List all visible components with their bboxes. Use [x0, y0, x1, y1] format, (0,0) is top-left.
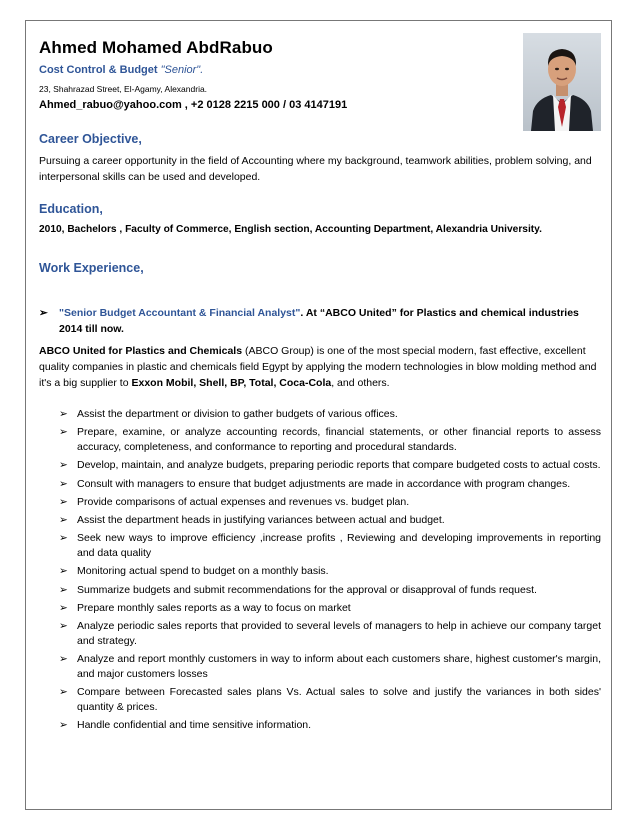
- list-item: ➢ Compare between Forecasted sales plans Vs. Actual sales to solve and justify the variances in both sides' quantity & prices.: [59, 686, 601, 714]
- job-title-line: [39, 64, 203, 76]
- contact-info: Ahmed_rabuo@yahoo.com , +2 0128 2215 000 / 03 4147191: [39, 99, 348, 111]
- bullet-arrow-icon: ➢: [59, 565, 68, 578]
- objective-heading: Career Objective,: [39, 132, 142, 146]
- bullet-arrow-icon: ➢: [59, 495, 68, 508]
- list-item: ➢ Seek new ways to improve efficiency ,increase profits , Reviewing and developing improvements in reporting and data quality: [59, 532, 601, 560]
- bullet-arrow-icon: ➢: [59, 426, 68, 439]
- job-title: Cost Control & Budget: [39, 64, 158, 76]
- seniority-label: "Senior".: [160, 64, 204, 76]
- list-item: ➢ Provide comparisons of actual expenses and revenues vs. budget plan.: [59, 495, 410, 508]
- list-item: ➢ Summarize budgets and submit recommendations for the approval or disapproval of funds request.: [59, 583, 537, 596]
- address: 23, Shahrazad Street, El-Agamy, Alexandria.: [39, 84, 208, 94]
- list-item: ➢ Monitoring actual spend to budget on a monthly basis.: [59, 565, 329, 578]
- duties-list: [59, 407, 601, 737]
- company-description: ABCO United for Plastics and Chemicals (ABCO Group) is one of the most special modern, fast effective, excellent quality companies in plastic and chemicals field Egypt by applying the modern technologies in blow molding method and it's a big supplier to Exxon Mobil, Shell, BP, Total, Coca-Cola, and others.: [39, 345, 597, 389]
- bullet-arrow-icon: ➢: [59, 601, 68, 614]
- company-name: ABCO United for Plastics and Chemicals: [39, 345, 243, 357]
- list-item: ➢ Develop, maintain, and analyze budgets, preparing periodic reports that compare budgeted costs to actual costs.: [59, 459, 601, 472]
- profile-photo: [523, 33, 601, 131]
- list-item: ➢ Prepare, examine, or analyze accounting records, financial statements, or other financial reports to assess accuracy, completeness, and conformance to reporting and procedural standards.: [59, 426, 601, 454]
- bullet-arrow-icon: ➢: [59, 477, 68, 490]
- candidate-name: Ahmed Mohamed AbdRabuo: [39, 38, 273, 57]
- list-item: ➢ Handle confidential and time sensitive information.: [59, 719, 312, 732]
- bullet-arrow-icon: ➢: [59, 653, 68, 666]
- bullet-arrow-icon: ➢: [59, 532, 68, 545]
- list-item: ➢ Assist the department or division to gather budgets of various offices.: [59, 408, 398, 420]
- bullet-arrow-icon: ➢: [39, 307, 48, 319]
- education-text: 2010, Bachelors , Faculty of Commerce, English section, Accounting Department, Alexandria University.: [39, 224, 542, 235]
- education-heading: Education,: [39, 202, 103, 216]
- bullet-arrow-icon: ➢: [59, 619, 68, 632]
- bullet-arrow-icon: ➢: [59, 408, 68, 420]
- bullet-arrow-icon: ➢: [59, 686, 68, 699]
- resume-page: [25, 20, 612, 810]
- list-item: ➢ Assist the department heads in justifying variances between actual and budget.: [59, 513, 445, 526]
- objective-text: Pursuing a career opportunity in the field of Accounting where my background, teamwork abilities, problem solving, and interpersonal skills can be used and developed.: [39, 155, 592, 183]
- job-entry-details: . At “ABCO United” for Plastics and chemical industries 2014 till now.: [59, 307, 579, 335]
- job-entry: [39, 305, 594, 337]
- bullet-arrow-icon: ➢: [59, 719, 68, 732]
- list-item: ➢ Prepare monthly sales reports as a way to focus on market: [59, 601, 351, 614]
- bullet-arrow-icon: ➢: [59, 583, 68, 596]
- company-clients: Exxon Mobil, Shell, BP, Total, Coca-Cola: [131, 377, 332, 389]
- list-item: ➢ Consult with managers to ensure that budget adjustments are made in accordance with program changes.: [59, 477, 571, 490]
- bullet-arrow-icon: ➢: [59, 513, 68, 526]
- bullet-arrow-icon: ➢: [59, 459, 68, 472]
- job-entry-title: "Senior Budget Accountant & Financial Analyst": [59, 307, 301, 319]
- experience-heading: Work Experience,: [39, 261, 144, 275]
- list-item: ➢ Analyze and report monthly customers in way to inform about each customers share, highest customer's margin, and major customers losses: [59, 653, 601, 681]
- list-item: ➢ Analyze periodic sales reports that provided to several levels of managers to help in achieve our company target and strategy.: [59, 619, 601, 647]
